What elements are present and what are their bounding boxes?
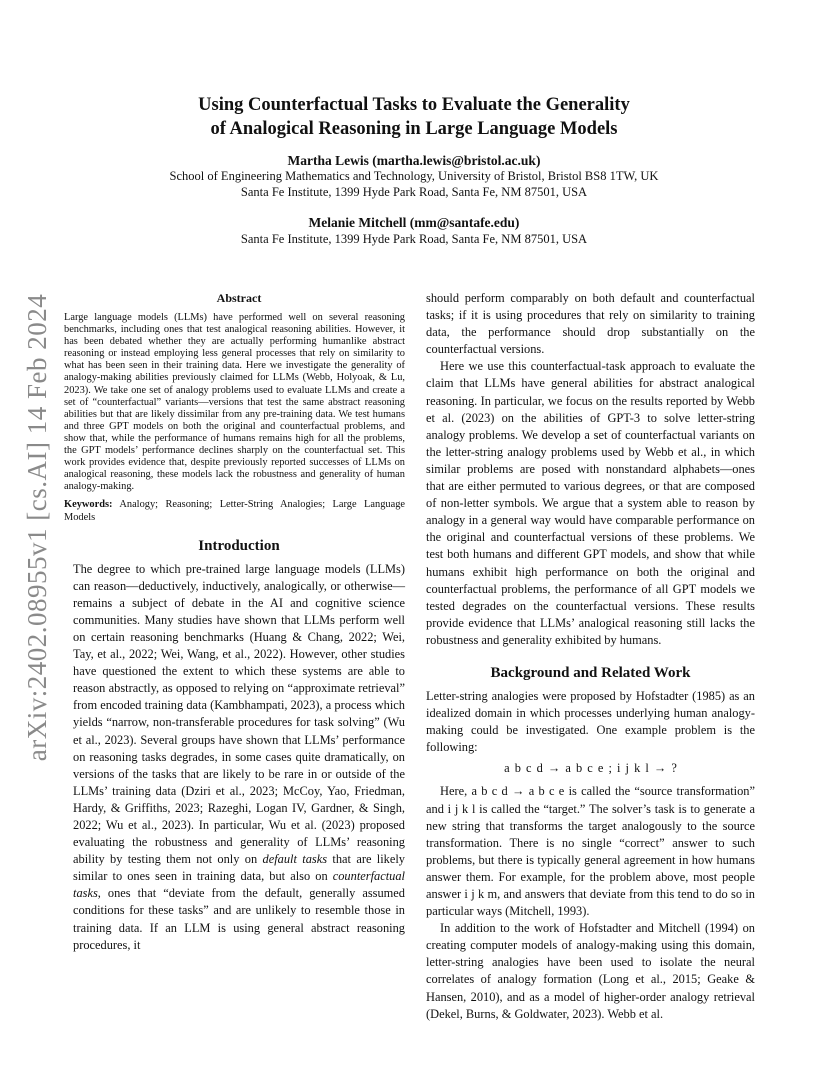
right-paragraph-2: Here we use this counterfactual-task approach to evaluate the claim that LLMs have general abilities for abstract analogical reasoning. In particular, we focus on the results reported by Webb et al. (2023) on the abilities of GPT-3 to solve letter-string analogy problems. We develop a set of counterfactual variants on the letter-string analogy problems used by Webb et al., in which similar problems are posed with nonstandard alphabets—ones that are either permuted to various degrees, or that are composed of non-letter symbols. We argue that a system able to reason by analogy in a general way would have comparable performance on the original and counterfactual versions of these problems. We test both humans and different GPT models, and show that while humans exhibit high performance on both the original and counterfactual problems, the performance of all GPT models we tested degrades on the counterfactual versions. These results provide evidence that LLMs’ analogical reasoning still lacks the robustness and generality exhibited by humans. (426, 359, 755, 647)
background-heading: Background and Related Work (490, 664, 691, 681)
arxiv-side-identifier (18, 295, 58, 760)
arxiv-id-text: arXiv:2402.08955v1 [cs.AI] 14 Feb 2024 (22, 293, 53, 762)
right-paragraph-1: should perform comparably on both default and counterfactual tasks; if it is using procedures that rely on similarity to training data, the performance should drop substantially on the counterfactual versions. (426, 291, 755, 357)
keywords (64, 499, 405, 523)
background-paragraph-2: Here, a b c d → a b c e is called the “source transformation” and i j k l is called the “target.” The solver’s task is to generate a new string that transforms the target analogously to the source transformation. There is no single “correct” answer to such problems, but there is typically general agreement in how humans answer them. For example, for the problem above, most people answer i j k m, and answers that deviate from this tend to do so in particular ways (Mitchell, 1993). (426, 784, 755, 919)
intro-text-a: The degree to which pre-trained large language models (LLMs) can reason—deductively, inductively, analogically, or otherwise—remains a subject of debate in the AI and cognitive science communities. Many studies have shown that LLMs perform well on certain reasoning benchmarks (Huang & Chang, 2022; Wei, Tay, et al., 2022; Wei, Wang, et al., 2022). However, other studies have questioned the extent to which these systems are able to reason abstractly, as opposed to relying on “approximate retrieval” from encoded training data (Kambhampati, 2023), a process which yields “narrow, non-transferable procedures for task solving” (Wu et al., 2023). Several groups have shown that LLMs’ performance on reasoning tasks degrades, in some cases quite dramatically, on versions of the tasks that are likely to be rare in or outside of the LLMs’ training data (Dziri et al., 2023; McCoy, Yao, Friedman, Hardy, & Griffiths, 2023; Razeghi, Logan IV, Gardner, & Singh, 2022; Wu et al., 2023). In particular, Wu et al. (2023) proposed evaluating the robustness and generality of LLMs’ reasoning ability by testing them not only on (73, 561, 405, 867)
intro-paragraph-1 (73, 561, 405, 954)
abstract-heading: Abstract (216, 291, 262, 305)
author-1: Martha Lewis (martha.lewis@bristol.ac.uk) (287, 153, 541, 168)
title-line-1: Using Counterfactual Tasks to Evaluate the Generality (198, 95, 630, 115)
author-1-affiliation-2: Santa Fe Institute, 1399 Hyde Park Road, Santa Fe, NM 87501, USA (240, 185, 588, 199)
left-column (64, 290, 406, 954)
intro-text-c: , ones that “deviate from the default, generally assumed conditions for these tasks” and are unlikely to resemble those in training data. If an LLM is using general abstract reasoning procedures, it (73, 886, 405, 952)
intro-emphasis-counterfactual-tasks: counterfactual tasks (73, 869, 405, 901)
background-paragraph-3: In addition to the work of Hofstadter and Mitchell (1994) on creating computer models of analogy-making using this domain, letter-string analogies have been used to isolate the neural correlates of analogy formation (Long et al., 2015; Geake & Hansen, 2010), and as a model of higher-order analogy retrieval (Dekel, Burns, & Goldwater, 2023). Webb et al. (426, 921, 755, 1021)
intro-text-b: that are likely similar to ones seen in training data, but also on (73, 852, 406, 884)
introduction-heading: Introduction (198, 537, 280, 554)
keywords-label: Keywords: (64, 499, 113, 511)
title-line-2: of Analogical Reasoning in Large Language Models (210, 119, 618, 139)
right-column (426, 290, 755, 1023)
author-2-affiliation: Santa Fe Institute, 1399 Hyde Park Road, Santa Fe, NM 87501, USA (240, 232, 588, 246)
paper-title (60, 93, 768, 141)
author-2: Melanie Mitchell (mm@santafe.edu) (308, 215, 520, 230)
keywords-text: Analogy; Reasoning; Letter-String Analogies; Large Language Models (64, 499, 405, 523)
analogy-example: a b c d → a b c e ; i j k l → ? (504, 761, 677, 776)
abstract-text: Large language models (LLMs) have performed well on several reasoning benchmarks, including ones that test analogical reasoning abilities. However, it has been debated whether they are actually performing humanlike abstract reasoning or instead employing less general processes that rely on similarity to what has been seen in their training data. Here we investigate the generality of analogy-making abilities previously claimed for LLMs (Webb, Holyoak, & Lu, 2023). We take one set of analogy problems used to evaluate LLMs and create a set of “counterfactual” variants—versions that test the same abstract reasoning abilities but that are likely dissimilar from any pre-training data. We test humans and three GPT models on both the original and counterfactual problems, and show that, while the performance of humans remains high for all the problems, the GPT models’ performance declines sharply on the counterfactual set. This work provides evidence that, despite previously reported successes of LLMs on analogical reasoning, these models lack the robustness and generality of human analogy-making. (64, 312, 405, 493)
background-paragraph-1: Letter-string analogies were proposed by Hofstadter (1985) as an idealized domain in which processes underlying human analogy-making could be investigated. One example problem is the following: (426, 688, 755, 755)
intro-emphasis-default-tasks: default tasks (262, 852, 328, 867)
author-1-affiliation-1: School of Engineering Mathematics and Technology, University of Bristol, Bristol BS8 1TW, UK (169, 169, 659, 183)
